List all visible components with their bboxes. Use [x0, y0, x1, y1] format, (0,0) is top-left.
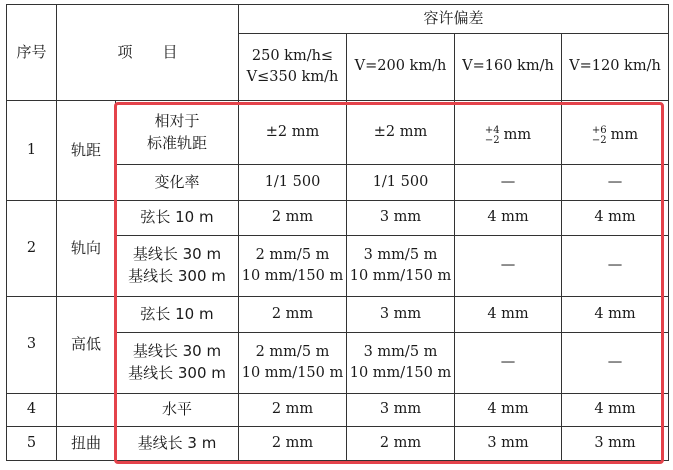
cell-tol-160: +4 −2 mm — [455, 101, 562, 165]
cell: 2 mm — [239, 201, 347, 236]
cell: 1/1 500 — [347, 165, 455, 201]
header-speed-250-350: 250 km/h≤ V≤350 km/h — [239, 34, 347, 101]
cell: 4 mm — [455, 297, 562, 333]
sub-gauge-rate: 变化率 — [116, 165, 239, 201]
sub-baseline-3m: 基线长 3 m — [116, 427, 239, 461]
cell: 2 mm — [239, 427, 347, 461]
cell-tol-120: +6 −2 mm — [562, 101, 669, 165]
sub-gauge-relative: 相对于 标准轨距 — [116, 101, 239, 165]
cell: 2 mm — [239, 394, 347, 427]
cell: ±2 mm — [347, 101, 455, 165]
cell: 3 mm — [347, 201, 455, 236]
sub-baseline: 基线长 30 m 基线长 300 m — [116, 333, 239, 394]
cell: 3 mm/5 m 10 mm/150 m — [347, 236, 455, 297]
seq-3: 3 — [7, 297, 57, 394]
item-profile: 高低 — [57, 297, 116, 394]
seq-5: 5 — [7, 427, 57, 461]
sub-chord: 弦长 10 m — [116, 201, 239, 236]
cell: — — [455, 333, 562, 394]
header-speed-120: V=120 km/h — [562, 34, 669, 101]
item-alignment: 轨向 — [57, 201, 116, 297]
cell: — — [562, 333, 669, 394]
header-item: 项 目 — [57, 5, 239, 101]
cell: — — [455, 165, 562, 201]
cell: 4 mm — [562, 297, 669, 333]
sub-level: 水平 — [116, 394, 239, 427]
cell: 2 mm/5 m 10 mm/150 m — [239, 333, 347, 394]
cell: 4 mm — [455, 394, 562, 427]
header-speed-160: V=160 km/h — [455, 34, 562, 101]
cell: 3 mm — [347, 297, 455, 333]
cell: 3 mm — [455, 427, 562, 461]
seq-1: 1 — [7, 101, 57, 201]
cell: 2 mm — [239, 297, 347, 333]
cell: ±2 mm — [239, 101, 347, 165]
seq-4: 4 — [7, 394, 57, 427]
cell: 4 mm — [455, 201, 562, 236]
sub-chord: 弦长 10 m — [116, 297, 239, 333]
cell: 3 mm — [347, 394, 455, 427]
cell: 1/1 500 — [239, 165, 347, 201]
cell: — — [562, 236, 669, 297]
item-twist: 扭曲 — [57, 427, 116, 461]
cell: 4 mm — [562, 394, 669, 427]
cell: — — [455, 236, 562, 297]
header-speed-200: V=200 km/h — [347, 34, 455, 101]
tolerance-table-wrapper — [6, 4, 669, 461]
track-tolerance-table — [6, 4, 669, 461]
item-gauge: 轨距 — [57, 101, 116, 201]
seq-2: 2 — [7, 201, 57, 297]
cell: 3 mm — [562, 427, 669, 461]
header-tolerance: 容许偏差 — [239, 5, 669, 34]
item-empty — [57, 394, 116, 427]
cell: 2 mm/5 m 10 mm/150 m — [239, 236, 347, 297]
sub-baseline: 基线长 30 m 基线长 300 m — [116, 236, 239, 297]
cell: — — [562, 165, 669, 201]
cell: 3 mm/5 m 10 mm/150 m — [347, 333, 455, 394]
cell: 4 mm — [562, 201, 669, 236]
cell: 2 mm — [347, 427, 455, 461]
header-seq: 序号 — [7, 5, 57, 101]
